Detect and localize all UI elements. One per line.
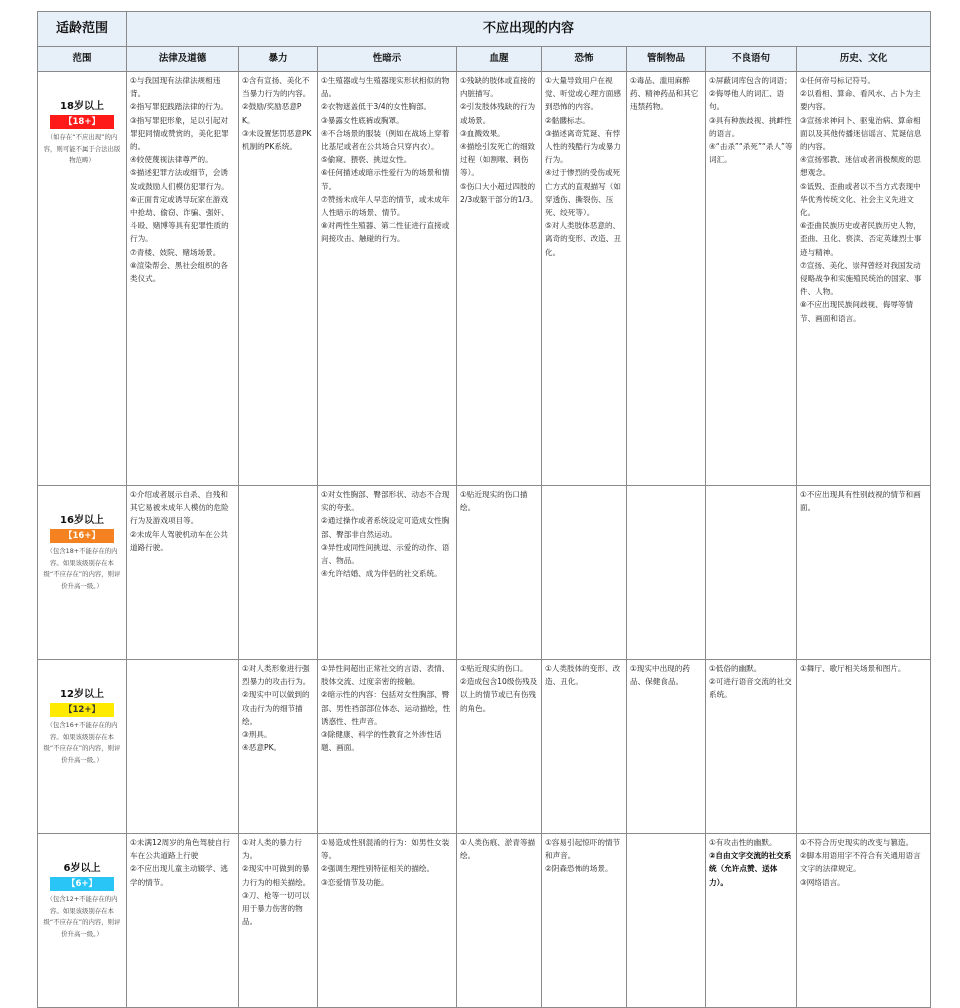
rule-item: ①人类肢体的变形、改造、丑化。 (545, 664, 621, 687)
rule-item: ②自由文字交流的社交系统（允许点赞、送体力）。 (709, 851, 792, 887)
content-cell-controlled (627, 834, 706, 1008)
rule-item: ①贴近现实的伤口描绘。 (460, 490, 528, 513)
rule-item: ①贴近现实的伤口。 (460, 664, 528, 673)
rating-table-container (37, 11, 930, 1008)
rule-item: ⑦宣扬、美化、崇拜曾经对我国发动侵略战争和实施殖民统治的国家、事件、人物。 (800, 260, 922, 297)
rule-item: ①与我国现有法律法规相违背。 (130, 76, 221, 99)
content-cell-gore (457, 834, 542, 1008)
content-cell-sexual (318, 72, 457, 486)
rule-item: ⑦青楼、妓院、赌场场景。 (130, 247, 221, 257)
rule-item: ④过于惨烈的受伤或死亡方式的直观描写（如穿透伤、撕裂伤、压死、绞死等）。 (545, 168, 621, 218)
category-header-row (38, 47, 931, 72)
rule-item: ⑥歪曲民族历史或者民族历史人物，歪曲、丑化、亵渎、否定英雄烈士事迹与精神。 (800, 221, 922, 257)
rule-item: ⑤描述犯罪方法或细节，会诱发或鼓励人们模仿犯罪行为。 (130, 168, 229, 191)
content-cell-history (797, 660, 931, 834)
rating-badge: 【16+】 (50, 529, 114, 543)
content-cell-controlled (627, 660, 706, 834)
content-cell-language (706, 72, 797, 486)
rule-item: ②骷髅标志。 (545, 115, 590, 125)
age-cell (38, 834, 127, 1008)
rule-item: ①现实中出现的药品、保健食品。 (630, 664, 690, 687)
rule-item: ②暗示性的内容：包括对女性胸部、臀部、男性裆部部位体态、运动描绘，性诱惑性、性声音。 (321, 690, 451, 726)
rule-item: ②鼓励/奖励恶意PK。 (242, 102, 302, 125)
rule-item: ①任何帝号标记符号。 (800, 76, 876, 85)
rule-item: ③指写罪犯形象，足以引起对罪犯同情或赞赏的，美化犯罪的。 (130, 115, 229, 152)
rating-note: （包含12+不能存在的内容。如果该级别存在本级“不应存在”的内容，则评价升高一级。） (43, 895, 121, 938)
content-cell-language (706, 660, 797, 834)
content-cell-sexual (318, 834, 457, 1008)
rule-item: ③网络语言。 (800, 877, 845, 887)
content-cell-gore (457, 72, 542, 486)
rule-item: ①屏蔽词库包含的词语； (709, 76, 792, 85)
category-controlled: 管制物品 (627, 47, 706, 72)
rule-item: ②阴森恐怖的场景。 (545, 864, 613, 874)
rating-note: （包含18+不能存在的内容。如果该级别存在本级“不应存在”的内容，则评价升高一级。） (43, 547, 121, 590)
rule-item: ①不符合历史现实的改变与篡造。 (800, 838, 914, 847)
category-gore: 血腥 (457, 47, 542, 72)
rule-item: ③恋爱情节及功能。 (321, 877, 389, 887)
content-cell-controlled (627, 486, 706, 660)
forbidden-content-header: 不应出现的内容 (127, 12, 931, 47)
rule-item: ⑤偷窥、猥亵、挑逗女性。 (321, 155, 412, 165)
category-sexual: 性暗示 (318, 47, 457, 72)
rating-row (38, 834, 931, 1008)
age-label: 16岁以上 (60, 515, 104, 526)
rating-badge: 【12+】 (50, 703, 114, 717)
content-cell-gore (457, 486, 542, 660)
rule-item: ④“击杀”“杀死”“杀人”等词汇。 (709, 142, 793, 165)
age-label: 12岁以上 (60, 689, 104, 700)
rule-item: ①有攻击性的幽默。 (709, 838, 777, 847)
rating-row (38, 486, 931, 660)
rule-item: ①介绍或者展示自杀、自残和其它易被未成年人模仿的危险行为及游戏项目等。 (130, 490, 229, 526)
rule-item: ①未满12周岁的角色驾驶自行车在公共道路上行驶 (130, 838, 231, 861)
rule-item: ②脚本用语用字不符合有关通用语言文字的法律规定。 (800, 851, 921, 874)
age-cell (38, 72, 127, 486)
content-cell-horror (542, 660, 627, 834)
rule-item: ①易造成性别混淆的行为：如男性女装等。 (321, 838, 450, 861)
rule-item: ③描述离奇荒诞、有悖人性的残酷行为或暴力行为。 (545, 128, 621, 165)
rule-item: ③异性或同性间挑逗、示爱的动作、语言、物品。 (321, 542, 450, 566)
rule-item: ④允许结婚、成为伴侣的社交系统。 (321, 569, 442, 579)
rule-item: ②未成年人驾驶机动车在公共道路行驶。 (130, 529, 228, 552)
age-cell (38, 660, 127, 834)
rule-item: ①容易引起惊吓的情节和声音。 (545, 838, 621, 861)
content-cell-language (706, 834, 797, 1008)
content-cell-violence (239, 834, 318, 1008)
rule-item: ①舞厅、歌厅相关场景和图片。 (800, 664, 906, 673)
rule-item: ①残缺的肢体或直接的内脏描写。 (460, 76, 536, 99)
rule-item: ②指写罪犯践踏法律的行为。 (130, 102, 228, 112)
category-horror: 恐怖 (542, 47, 627, 72)
content-cell-history (797, 72, 931, 486)
rating-row (38, 72, 931, 486)
rule-item: ①对人类形象进行强烈暴力的攻击行为。 (242, 664, 311, 687)
rule-item: ②引发肢体残缺的行为或场景。 (460, 102, 536, 125)
rule-item: ②现实中可做到的暴力行为的相关描绘。 (242, 864, 311, 887)
rule-item: ③除健康、科学的性教育之外涉性话题、画面。 (321, 730, 442, 753)
rule-item: ⑤诋毁、歪曲或者以不当方式表现中华优秀传统文化、社会主义先进文化。 (800, 181, 921, 218)
rule-item: ①不应出现具有性别歧视的情节和画面。 (800, 490, 921, 513)
content-cell-horror (542, 486, 627, 660)
rule-item: ②以看相、算命、看风水、占卜为主要内容。 (800, 89, 921, 112)
content-cell-law (127, 72, 239, 486)
content-cell-history (797, 834, 931, 1008)
content-cell-law (127, 660, 239, 834)
category-violence: 暴力 (239, 47, 318, 72)
content-cell-violence (239, 486, 318, 660)
rating-badge: 【6+】 (50, 877, 114, 891)
content-cell-sexual (318, 486, 457, 660)
rule-item: ⑦赞扬未成年人早恋的情节，或未成年人性暗示的场景、情节。 (321, 194, 450, 218)
content-cell-horror (542, 834, 627, 1008)
rule-item: ①异性间超出正常社交的言语、表情、肢体交流、过度亲密的接触。 (321, 664, 450, 687)
rule-item: ①生殖器或与生殖器现实形状相似的物品。 (321, 76, 450, 99)
age-rating-table (37, 11, 931, 1008)
age-range-header: 适龄范围 (38, 12, 127, 47)
content-cell-history (797, 486, 931, 660)
category-history: 历史、文化 (797, 47, 931, 72)
rule-item: ①毒品、滥用麻醉药、精神药品和其它违禁药物。 (630, 76, 699, 112)
rule-item: ②通过操作或者系统设定可造成女性胸部、臀部非自然运动。 (321, 516, 450, 539)
content-cell-law (127, 486, 239, 660)
rule-item: ①含有宣扬、美化不当暴力行为的内容。 (242, 76, 311, 99)
rule-item: ③未设置惩罚恶意PK机制的PK系统。 (242, 128, 312, 152)
category-language: 不良语句 (706, 47, 797, 72)
rule-item: ⑥正面肯定或诱导玩家在游戏中抢劫、偷窃、诈骗、强奸、斗殴、赌博等具有犯罪性质的行为。 (130, 194, 229, 244)
rule-item: ⑧不应出现民族间歧视、侮辱等情节、画面和语言。 (800, 300, 914, 323)
rating-note: （包含16+不能存在的内容。如果该级别存在本级“不应存在”的内容，则评价升高一级。） (43, 721, 121, 764)
content-cell-gore (457, 660, 542, 834)
rule-item: ⑧渲染帮会、黑社会组织的各类仪式。 (130, 260, 228, 284)
category-law: 法律及道德 (127, 47, 239, 72)
content-cell-controlled (627, 72, 706, 486)
content-cell-violence (239, 660, 318, 834)
rule-item: ④较使蔑视法律尊严的。 (130, 155, 213, 165)
rule-item: ②现实中可以做到的攻击行为的细节描绘。 (242, 690, 310, 726)
rating-rows (38, 72, 931, 1008)
rule-item: ⑤对人类肢体恶意的、离奇的变形、改造、丑化。 (545, 221, 621, 257)
rating-badge: 【18+】 (50, 115, 114, 129)
rule-item: ⑥任何描述或暗示性爱行为的场景和情节。 (321, 168, 450, 191)
age-cell (38, 486, 127, 660)
rating-note: （如存在“不应出现”的内容，则可能不属于合法出版物范畴） (43, 133, 121, 164)
rule-item: ④恶意PK。 (242, 743, 282, 753)
rule-item: ②侮辱他人的词汇、语句。 (709, 89, 785, 112)
rule-item: ④描绘引发死亡的细致过程（如割喉、刺伤等）。 (460, 142, 536, 178)
age-label: 6岁以上 (63, 863, 101, 874)
rule-item: ③暴露女性底裤或胸罩。 (321, 115, 404, 125)
rule-item: ⑧对两性生殖器、第二性征进行直接或间接攻击、触碰的行为。 (321, 221, 450, 244)
content-cell-law (127, 834, 239, 1008)
rule-item: ③具有种族歧视、挑衅性的语言。 (709, 115, 792, 138)
content-cell-violence (239, 72, 318, 486)
content-cell-language (706, 486, 797, 660)
rating-row (38, 660, 931, 834)
content-cell-sexual (318, 660, 457, 834)
rule-item: ④不合场景的服装（例如在战场上穿着比基尼或者在公共场合只穿内衣）。 (321, 128, 450, 152)
rule-item: ①对人类的暴力行为。 (242, 838, 302, 861)
rule-item: ②强调生理性别特征相关的描绘。 (321, 864, 435, 874)
age-label: 18岁以上 (60, 101, 104, 112)
rule-item: ②不应出现儿童主动辍学、逃学的情节。 (130, 864, 228, 887)
rule-item: ①低俗的幽默。 (709, 664, 762, 673)
range-label: 范围 (38, 47, 127, 72)
rule-item: ①对女性胸部、臀部形状、动态不合现实的夸张。 (321, 490, 450, 513)
rule-item: ⑤伤口大小超过四肢的2/3或躯干部分的1/3。 (460, 181, 538, 204)
rule-item: ①人类伤痕、淤青等描绘。 (460, 838, 536, 861)
rule-item: ②造成包含10级伤残及以上的情节或已有伤残的角色。 (460, 677, 538, 713)
rule-item: ③刑具。 (242, 730, 272, 740)
rule-item: ③刀、枪等一切可以用于暴力伤害的物品。 (242, 890, 310, 927)
rule-item: ②可进行语音交流的社交系统。 (709, 677, 792, 700)
rule-item: ③血溅效果。 (460, 128, 505, 138)
rule-item: ②衣物遮盖低于3/4的女性胸部。 (321, 102, 432, 112)
rule-item: ①大量导致用户在视觉、听觉或心理方面感到恐怖的内容。 (545, 76, 621, 112)
rule-item: ③宣扬求神问卜、驱鬼治病、算命相面以及其他传播迷信谣言、荒诞信息的内容。 (800, 115, 922, 152)
rule-item: ④宣扬邪教、迷信或者消极颓废的思想观念。 (800, 155, 921, 178)
content-cell-horror (542, 72, 627, 486)
